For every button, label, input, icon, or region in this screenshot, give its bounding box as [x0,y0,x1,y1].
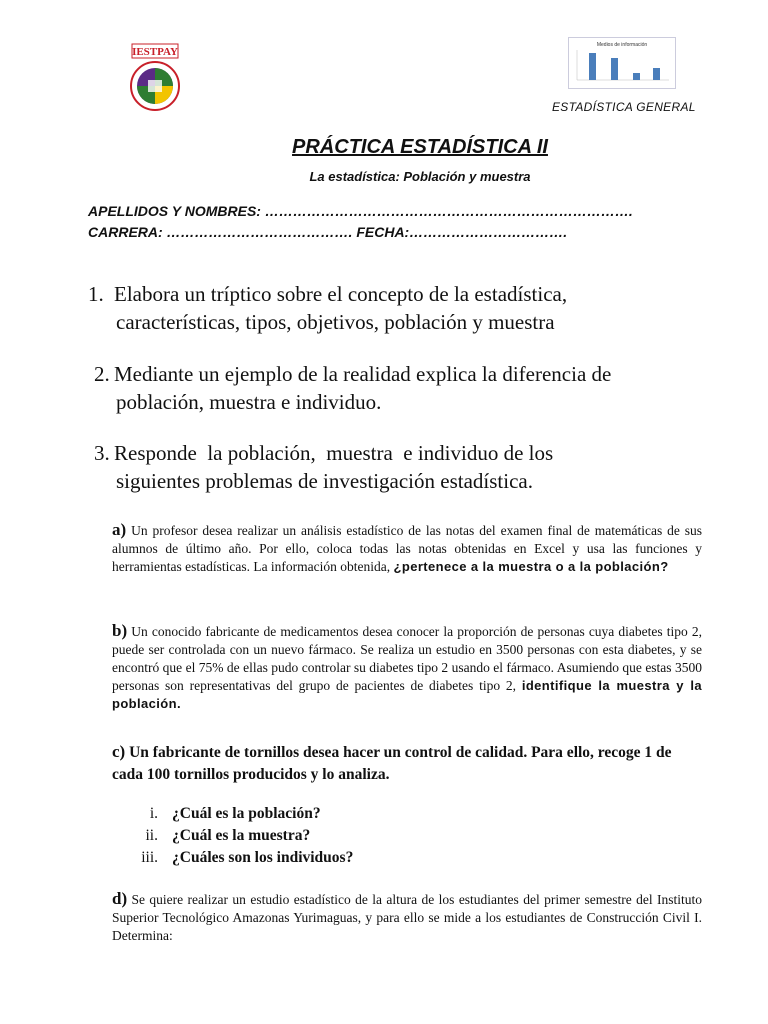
subquestion-emphasis: ¿pertenece a la muestra o a la población? [393,559,669,574]
question-text: Elabora un tríptico sobre el concepto de la estadística, [114,282,568,306]
page-title: PRÁCTICA ESTADÍSTICA II [292,136,548,158]
question-text: Mediante un ejemplo de la realidad explica la diferencia de [114,362,612,386]
roman-list [118,803,353,869]
question-text-cont: población, muestra e individuo. [116,390,382,414]
subquestion-text: Un conocido fabricante de medicamentos desea conocer la proporción de personas cuya diabetes tipo 2, puede ser controlada con un nuevo fármaco. Se realiza un estudio en 3500 personas con esta diabetes, y se encontró que el 75% de ellas pudo controlar su diabetes tipo 2 usando el fármaco. Asumiendo que estas 3500 personas son representativas del grupo de pacientes de diabetes tipo 2, [112,624,702,693]
question-number: 3. [94,441,110,465]
subquestion-letter: a) [112,520,127,539]
list-item: i. ¿Cuál es la población? [149,805,321,822]
question-number: 1. [88,282,104,306]
question-1 [88,280,700,336]
subquestion-c [112,741,702,786]
subquestion-b [112,622,702,713]
list-item: iii. ¿Cuáles son los individuos? [141,849,354,866]
list-item: ii. ¿Cuál es la muestra? [145,827,311,844]
subquestion-a [112,521,702,576]
question-text-cont: características, tipos, objetivos, población y muestra [116,310,555,334]
logo-text: IESTPAY [132,46,178,58]
question-2 [94,360,700,416]
subquestion-text: Se quiere realizar un estudio estadístico de la altura de los estudiantes del primer semestre del Instituto Superior Tecnológico Amazonas Yurimaguas, y para ello se mide a los estudiantes de Construcción Civil I. Determina: [112,892,703,943]
question-3 [94,439,700,495]
question-number: 2. [94,362,110,386]
question-text: Responde la población, muestra e individuo de los [114,441,554,465]
course-name: ESTADÍSTICA GENERAL [552,100,696,114]
subquestion-letter: c) [112,742,126,761]
subquestion-letter: b) [112,621,128,640]
page-subtitle: La estadística: Población y muestra [309,169,531,184]
question-text-cont: siguientes problemas de investigación estadística. [116,469,533,493]
subquestion-text: Un fabricante de tornillos desea hacer un control de calidad. Para ello, recoge 1 de cada 100 tornillos producidos y lo analiza. [112,744,672,783]
thumb-title: Medios de información [596,42,648,48]
field-names: APELLIDOS Y NOMBRES: ……………………………………………………………………. [88,203,633,219]
institute-logo [128,42,182,112]
chart-thumbnail [568,37,676,89]
subquestion-d [112,890,702,945]
subquestion-emphasis: identifique la muestra y la población. [112,678,702,711]
field-career-date: CARRERA: …………………………………. FECHA:……………………………. [88,224,568,240]
subquestion-text: Un profesor desea realizar un análisis estadístico de las notas del examen final de matemáticas de sus alumnos de último año. Por ello, coloca todas las notas obtenidas en Excel y usa las funciones y herramientas estadísticas. La información obtenida, [112,523,702,574]
subquestion-letter: d) [112,889,128,908]
